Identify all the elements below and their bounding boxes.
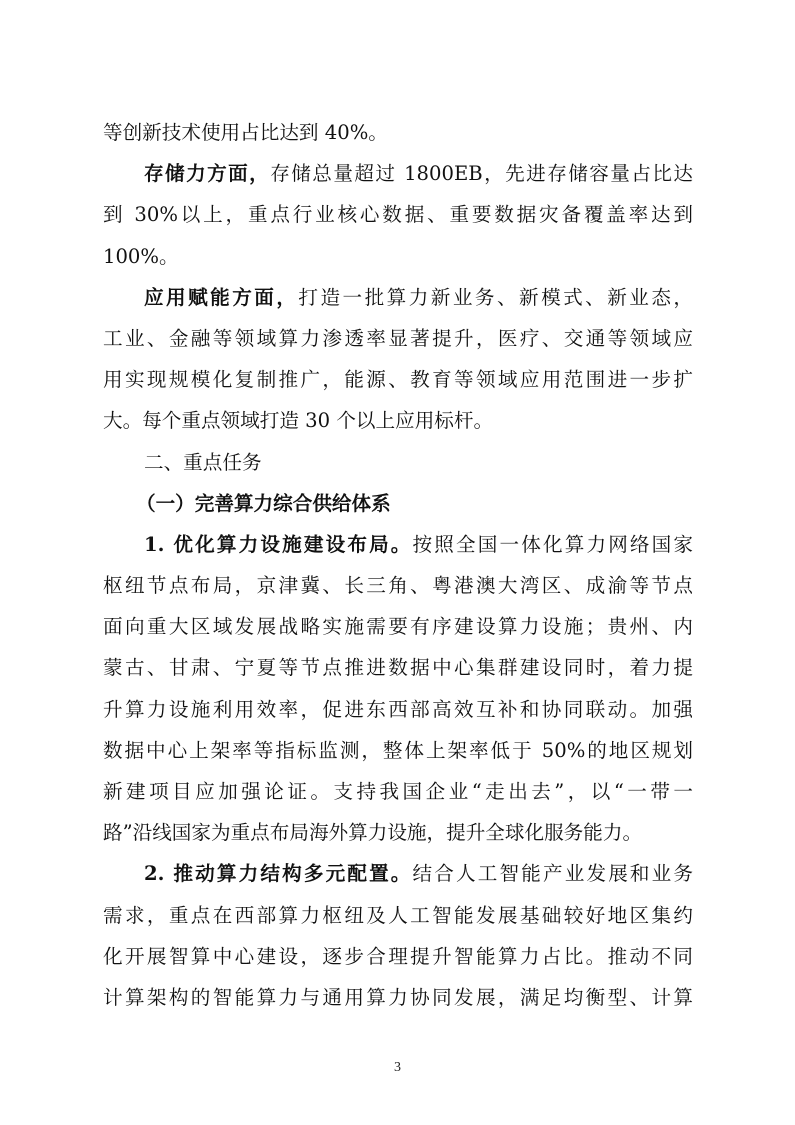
paragraph-line: 用实现规模化复制推广，能源、教育等领域应用范围进一步扩	[103, 368, 693, 392]
paragraph-text: 结合人工智能产业发展和业务	[412, 862, 693, 886]
paragraph-text: 打造一批算力新业务、新模式、新业态，	[298, 285, 693, 309]
paragraph-line: 计算架构的智能算力与通用算力协同发展，满足均衡型、计算	[103, 985, 693, 1009]
paragraph-text: 按照全国一体化算力网络国家	[412, 532, 693, 556]
paragraph-line: 到 30%以上，重点行业核心数据、重要数据灾备覆盖率达到	[103, 203, 693, 227]
paragraph-heading: 应用赋能方面，	[144, 285, 299, 309]
paragraph-line: 需求，重点在西部算力枢纽及人工智能发展基础较好地区集约	[103, 903, 693, 927]
paragraph-heading: 1. 优化算力设施建设布局。	[144, 532, 413, 556]
paragraph-line: 工业、金融等领域算力渗透率显著提升，医疗、交通等领域应	[103, 326, 693, 350]
paragraph-line: 新建项目应加强论证。支持我国企业“走出去”，以“一带一	[103, 780, 693, 803]
page-number: 3	[394, 1060, 401, 1075]
paragraph-line	[103, 524, 693, 565]
paragraph-line: 数据中心上架率等指标监测，整体上架率低于 50%的地区规划	[103, 738, 693, 762]
paragraph-line	[103, 153, 693, 194]
paragraph-line: 升算力设施利用效率，促进东西部高效互补和协同联动。加强	[103, 697, 693, 721]
subsection-title: （一）完善算力综合供给体系	[136, 491, 391, 515]
paragraph-text: 存储总量超过 1800EB，先进存储容量占比达	[270, 162, 693, 186]
paragraph-line: 等创新技术使用占比达到 40%。	[103, 121, 388, 144]
paragraph-line: 化开展智算中心建设，逐步合理提升智能算力占比。推动不同	[103, 944, 693, 968]
document-body	[103, 112, 693, 1018]
paragraph-heading: 2. 推动算力结构多元配置。	[144, 862, 413, 886]
paragraph-line: 100%。	[103, 244, 179, 268]
paragraph-line	[103, 853, 693, 894]
paragraph-line: 大。每个重点领域打造 30 个以上应用标杆。	[103, 409, 494, 433]
paragraph-line: 面向重大区域发展战略实施需要有序建设算力设施；贵州、内	[103, 615, 693, 639]
paragraph-heading: 存储力方面，	[144, 162, 271, 186]
paragraph-line: 蒙古、甘肃、宁夏等节点推进数据中心集群建设同时，着力提	[103, 656, 693, 680]
paragraph-line	[103, 277, 693, 318]
paragraph-line: 枢纽节点布局，京津冀、长三角、粤港澳大湾区、成渝等节点	[103, 574, 693, 598]
section-title: 二、重点任务	[144, 450, 262, 474]
paragraph-line: 路”沿线国家为重点布局海外算力设施，提升全球化服务能力。	[103, 821, 643, 845]
